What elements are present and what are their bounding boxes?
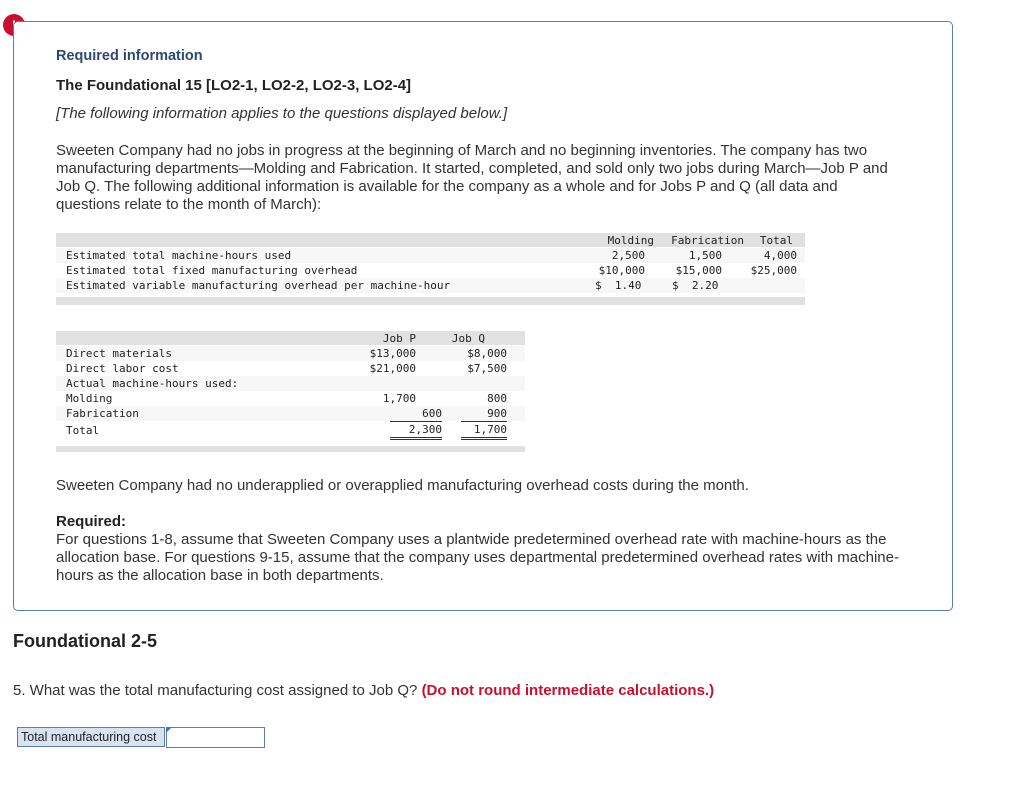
column-header-job-p: Job P	[382, 332, 416, 345]
cell-job-q: 800	[487, 392, 507, 405]
cell-fabrication: 1,500	[688, 249, 722, 262]
question-text	[13, 682, 714, 699]
question-note: (Do not round intermediate calculations.)	[421, 682, 715, 699]
cell-job-p: $21,000	[369, 362, 416, 375]
cell-job-q: $7,500	[467, 362, 507, 375]
required-label: Required:	[56, 513, 127, 530]
cell-fabrication: $15,000	[675, 264, 722, 277]
table-footer-band	[56, 297, 805, 305]
row-label: Actual machine-hours used:	[66, 377, 239, 390]
table-row	[56, 422, 525, 439]
row-label: Fabrication	[66, 407, 139, 420]
row-label: Estimated total machine-hours used	[66, 249, 292, 262]
cell-fabrication: $ 2.20	[672, 279, 719, 292]
answer-label: Total manufacturing cost	[17, 727, 165, 747]
section-title: Foundational 2-5	[13, 631, 157, 651]
cell-molding: 2,500	[611, 249, 645, 262]
problem-title: The Foundational 15 [LO2-1, LO2-2, LO2-3, LO2-4]	[56, 77, 412, 94]
column-header-total: Total	[759, 234, 793, 247]
input-flag-icon	[166, 727, 172, 733]
required-information-label: Required information	[56, 48, 203, 64]
cell-job-q: $8,000	[467, 347, 507, 360]
required-information-panel	[13, 21, 953, 611]
table-footer-band	[56, 446, 525, 452]
column-header-fabrication: Fabrication	[671, 234, 744, 247]
problem-subtitle: [The following information applies to the questions displayed below.]	[56, 105, 508, 122]
cell-job-q: 900	[461, 406, 507, 422]
column-header-molding: Molding	[607, 234, 654, 247]
row-label: Direct labor cost	[66, 362, 179, 375]
row-label: Estimated total fixed manufacturing overhead	[66, 264, 358, 277]
row-label: Estimated variable manufacturing overhead per machine-hour	[66, 279, 451, 292]
row-label: Molding	[66, 392, 113, 405]
row-label: Total	[66, 424, 100, 437]
no-under-overapplied-text: Sweeten Company had no underapplied or overapplied manufacturing overhead costs during the month.	[56, 477, 749, 494]
cell-job-p: 1,700	[382, 392, 416, 405]
question-prompt: 5. What was the total manufacturing cost assigned to Job Q?	[13, 682, 418, 699]
cell-job-p: $13,000	[369, 347, 416, 360]
cell-molding: $ 1.40	[595, 279, 642, 292]
column-header-job-q: Job Q	[451, 332, 485, 345]
cell-job-p: 2,300	[390, 422, 442, 440]
problem-intro: Sweeten Company had no jobs in progress at the beginning of March and no beginning inventories. The company has two manufacturing departments—Molding and Fabrication. It started, completed, and sold only two jobs during March—Job P and Job Q. The following additional information is available for the company as a whole and for Jobs P and Q (all data and questions relate to the month of March):	[56, 142, 888, 213]
cell-total: $25,000	[750, 264, 797, 277]
required-text: For questions 1-8, assume that Sweeten Company uses a plantwide predetermined overhead rate with machine-hours as the allocation base. For questions 9-15, assume that the company uses departmental predetermined overhead rates with machine-hours as the allocation base in both departments.	[56, 531, 899, 584]
cell-total: 4,000	[763, 249, 797, 262]
total-manufacturing-cost-input[interactable]	[166, 727, 265, 748]
cell-job-p: 600	[390, 406, 442, 422]
cell-molding: $10,000	[598, 264, 645, 277]
row-label: Direct materials	[66, 347, 172, 360]
cell-job-q: 1,700	[461, 422, 507, 440]
